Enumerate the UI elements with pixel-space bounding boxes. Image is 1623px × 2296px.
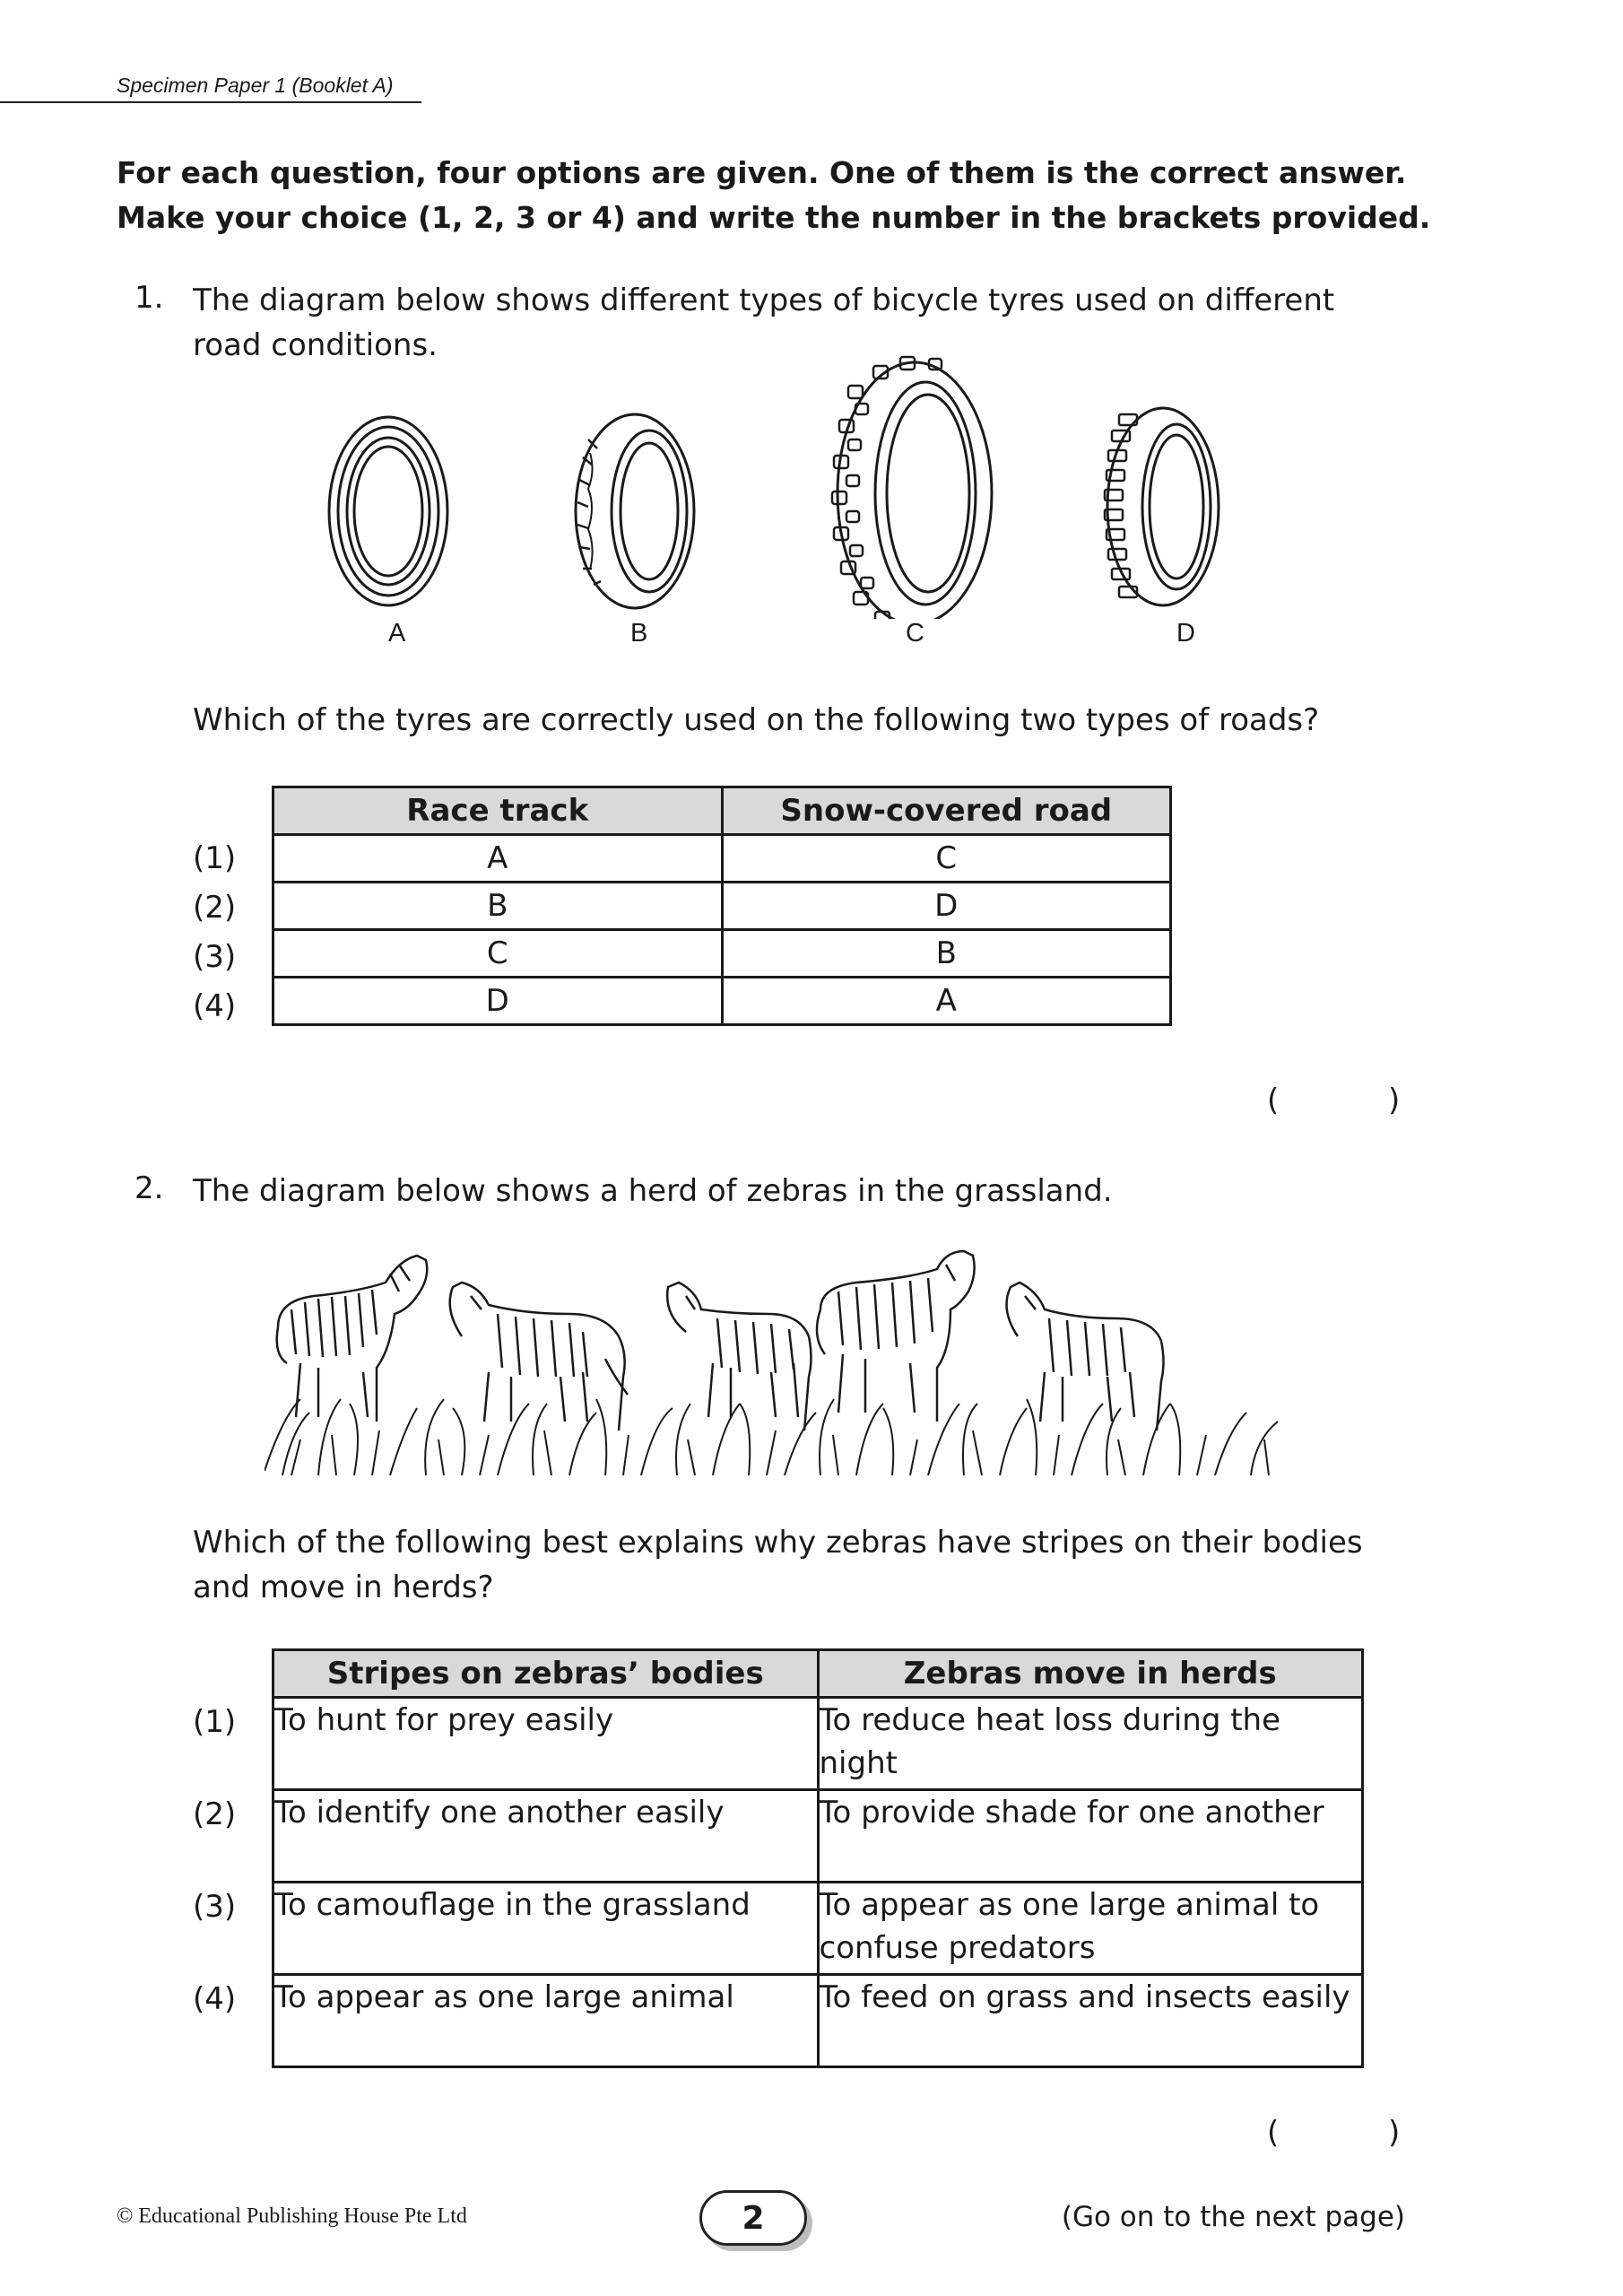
instructions-line-1: For each question, four options are given. One of them is the correct answer. bbox=[117, 155, 1407, 190]
q1-option-label-3: (3) bbox=[193, 939, 237, 975]
q2-answer-bracket-open[interactable]: ( bbox=[1267, 2115, 1280, 2151]
q2-table-header-row bbox=[273, 1650, 1363, 1698]
zebra-illustrations bbox=[265, 1251, 1278, 1475]
footer-next-page: (Go on to the next page) bbox=[1061, 2201, 1405, 2233]
q1-cell: A bbox=[722, 978, 1171, 1025]
q2-cell: To appear as one large animal to confuse predators bbox=[818, 1883, 1363, 1975]
q2-answer-bracket-close[interactable]: ) bbox=[1388, 2115, 1401, 2151]
q1-option-label-2: (2) bbox=[193, 890, 237, 926]
q1-question: Which of the tyres are correctly used on the following two types of roads? bbox=[193, 702, 1320, 738]
page-number: 2 bbox=[699, 2190, 807, 2246]
q1-option-label-1: (1) bbox=[193, 840, 237, 876]
tyre-label-d: D bbox=[1176, 619, 1195, 648]
tyre-label-b: B bbox=[630, 619, 648, 648]
zebra-4 bbox=[817, 1251, 975, 1422]
q1-option-label-4: (4) bbox=[193, 988, 237, 1024]
grass bbox=[265, 1399, 1278, 1475]
tyre-label-c: C bbox=[906, 619, 924, 648]
header-divider bbox=[0, 101, 421, 103]
tyre-b-illustration bbox=[576, 414, 694, 608]
q2-cell: To identify one another easily bbox=[273, 1790, 819, 1883]
q2-cell: To reduce heat loss during the night bbox=[818, 1698, 1363, 1790]
q1-cell: D bbox=[722, 883, 1171, 930]
bicycle-tyres-diagram bbox=[305, 350, 1273, 619]
tyre-label-a: A bbox=[388, 619, 406, 648]
q2-cell: To camouflage in the grassland bbox=[273, 1883, 819, 1975]
instructions bbox=[117, 151, 1515, 240]
table-row bbox=[273, 883, 1171, 930]
q2-options-table bbox=[272, 1648, 1364, 2068]
q1-options-table bbox=[272, 786, 1172, 1026]
q1-cell: D bbox=[273, 978, 723, 1025]
tyre-c-illustration bbox=[832, 357, 992, 619]
zebra-1 bbox=[277, 1256, 428, 1422]
q1-table-header-row bbox=[273, 787, 1171, 835]
q1-text-line-2: road conditions. bbox=[193, 327, 438, 363]
q2-text: The diagram below shows a herd of zebras in the grassland. bbox=[193, 1173, 1113, 1209]
q2-cell: To provide shade for one another bbox=[818, 1790, 1363, 1883]
table-row bbox=[273, 930, 1171, 978]
q2-question-line-1: Which of the following best explains why zebras have stripes on their bodies bbox=[193, 1525, 1363, 1561]
table-row bbox=[273, 835, 1171, 883]
q2-column-herds: Zebras move in herds bbox=[818, 1650, 1363, 1698]
zebra-herd-diagram bbox=[265, 1247, 1287, 1489]
q2-cell: To feed on grass and insects easily bbox=[818, 1975, 1363, 2067]
q1-answer-bracket-close[interactable]: ) bbox=[1388, 1083, 1401, 1118]
q1-column-snow-road: Snow-covered road bbox=[722, 787, 1171, 835]
q2-cell: To appear as one large animal bbox=[273, 1975, 819, 2067]
instructions-line-2: Make your choice (1, 2, 3 or 4) and write the number in the brackets provided. bbox=[117, 200, 1431, 235]
table-row bbox=[273, 1790, 1363, 1883]
q2-question bbox=[193, 1520, 1574, 1610]
q2-number: 2. bbox=[135, 1170, 164, 1206]
table-row bbox=[273, 978, 1171, 1025]
q2-cell: To hunt for prey easily bbox=[273, 1698, 819, 1790]
q2-option-label-1: (1) bbox=[193, 1704, 237, 1740]
q2-question-line-2: and move in herds? bbox=[193, 1570, 494, 1605]
footer-copyright: © Educational Publishing House Pte Ltd bbox=[117, 2205, 467, 2228]
q1-cell: A bbox=[273, 835, 723, 883]
table-row bbox=[273, 1698, 1363, 1790]
q1-column-race-track: Race track bbox=[273, 787, 723, 835]
q1-cell: B bbox=[273, 883, 723, 930]
table-row bbox=[273, 1883, 1363, 1975]
header-title: Specimen Paper 1 (Booklet A) bbox=[117, 74, 394, 97]
q2-option-label-2: (2) bbox=[193, 1796, 237, 1832]
q1-cell: B bbox=[722, 930, 1171, 978]
table-row bbox=[273, 1975, 1363, 2067]
tyre-a-illustration bbox=[329, 417, 447, 605]
q2-option-label-3: (3) bbox=[193, 1889, 237, 1925]
q2-column-stripes: Stripes on zebras’ bodies bbox=[273, 1650, 819, 1698]
q1-number: 1. bbox=[135, 280, 164, 316]
q2-option-label-4: (4) bbox=[193, 1981, 237, 2017]
q1-answer-bracket-open[interactable]: ( bbox=[1267, 1083, 1280, 1118]
zebra-3 bbox=[667, 1283, 811, 1431]
q1-text-line-1: The diagram below shows different types of bicycle tyres used on different bbox=[193, 283, 1335, 318]
q1-cell: C bbox=[722, 835, 1171, 883]
q1-cell: C bbox=[273, 930, 723, 978]
tyre-d-illustration bbox=[1105, 408, 1219, 605]
